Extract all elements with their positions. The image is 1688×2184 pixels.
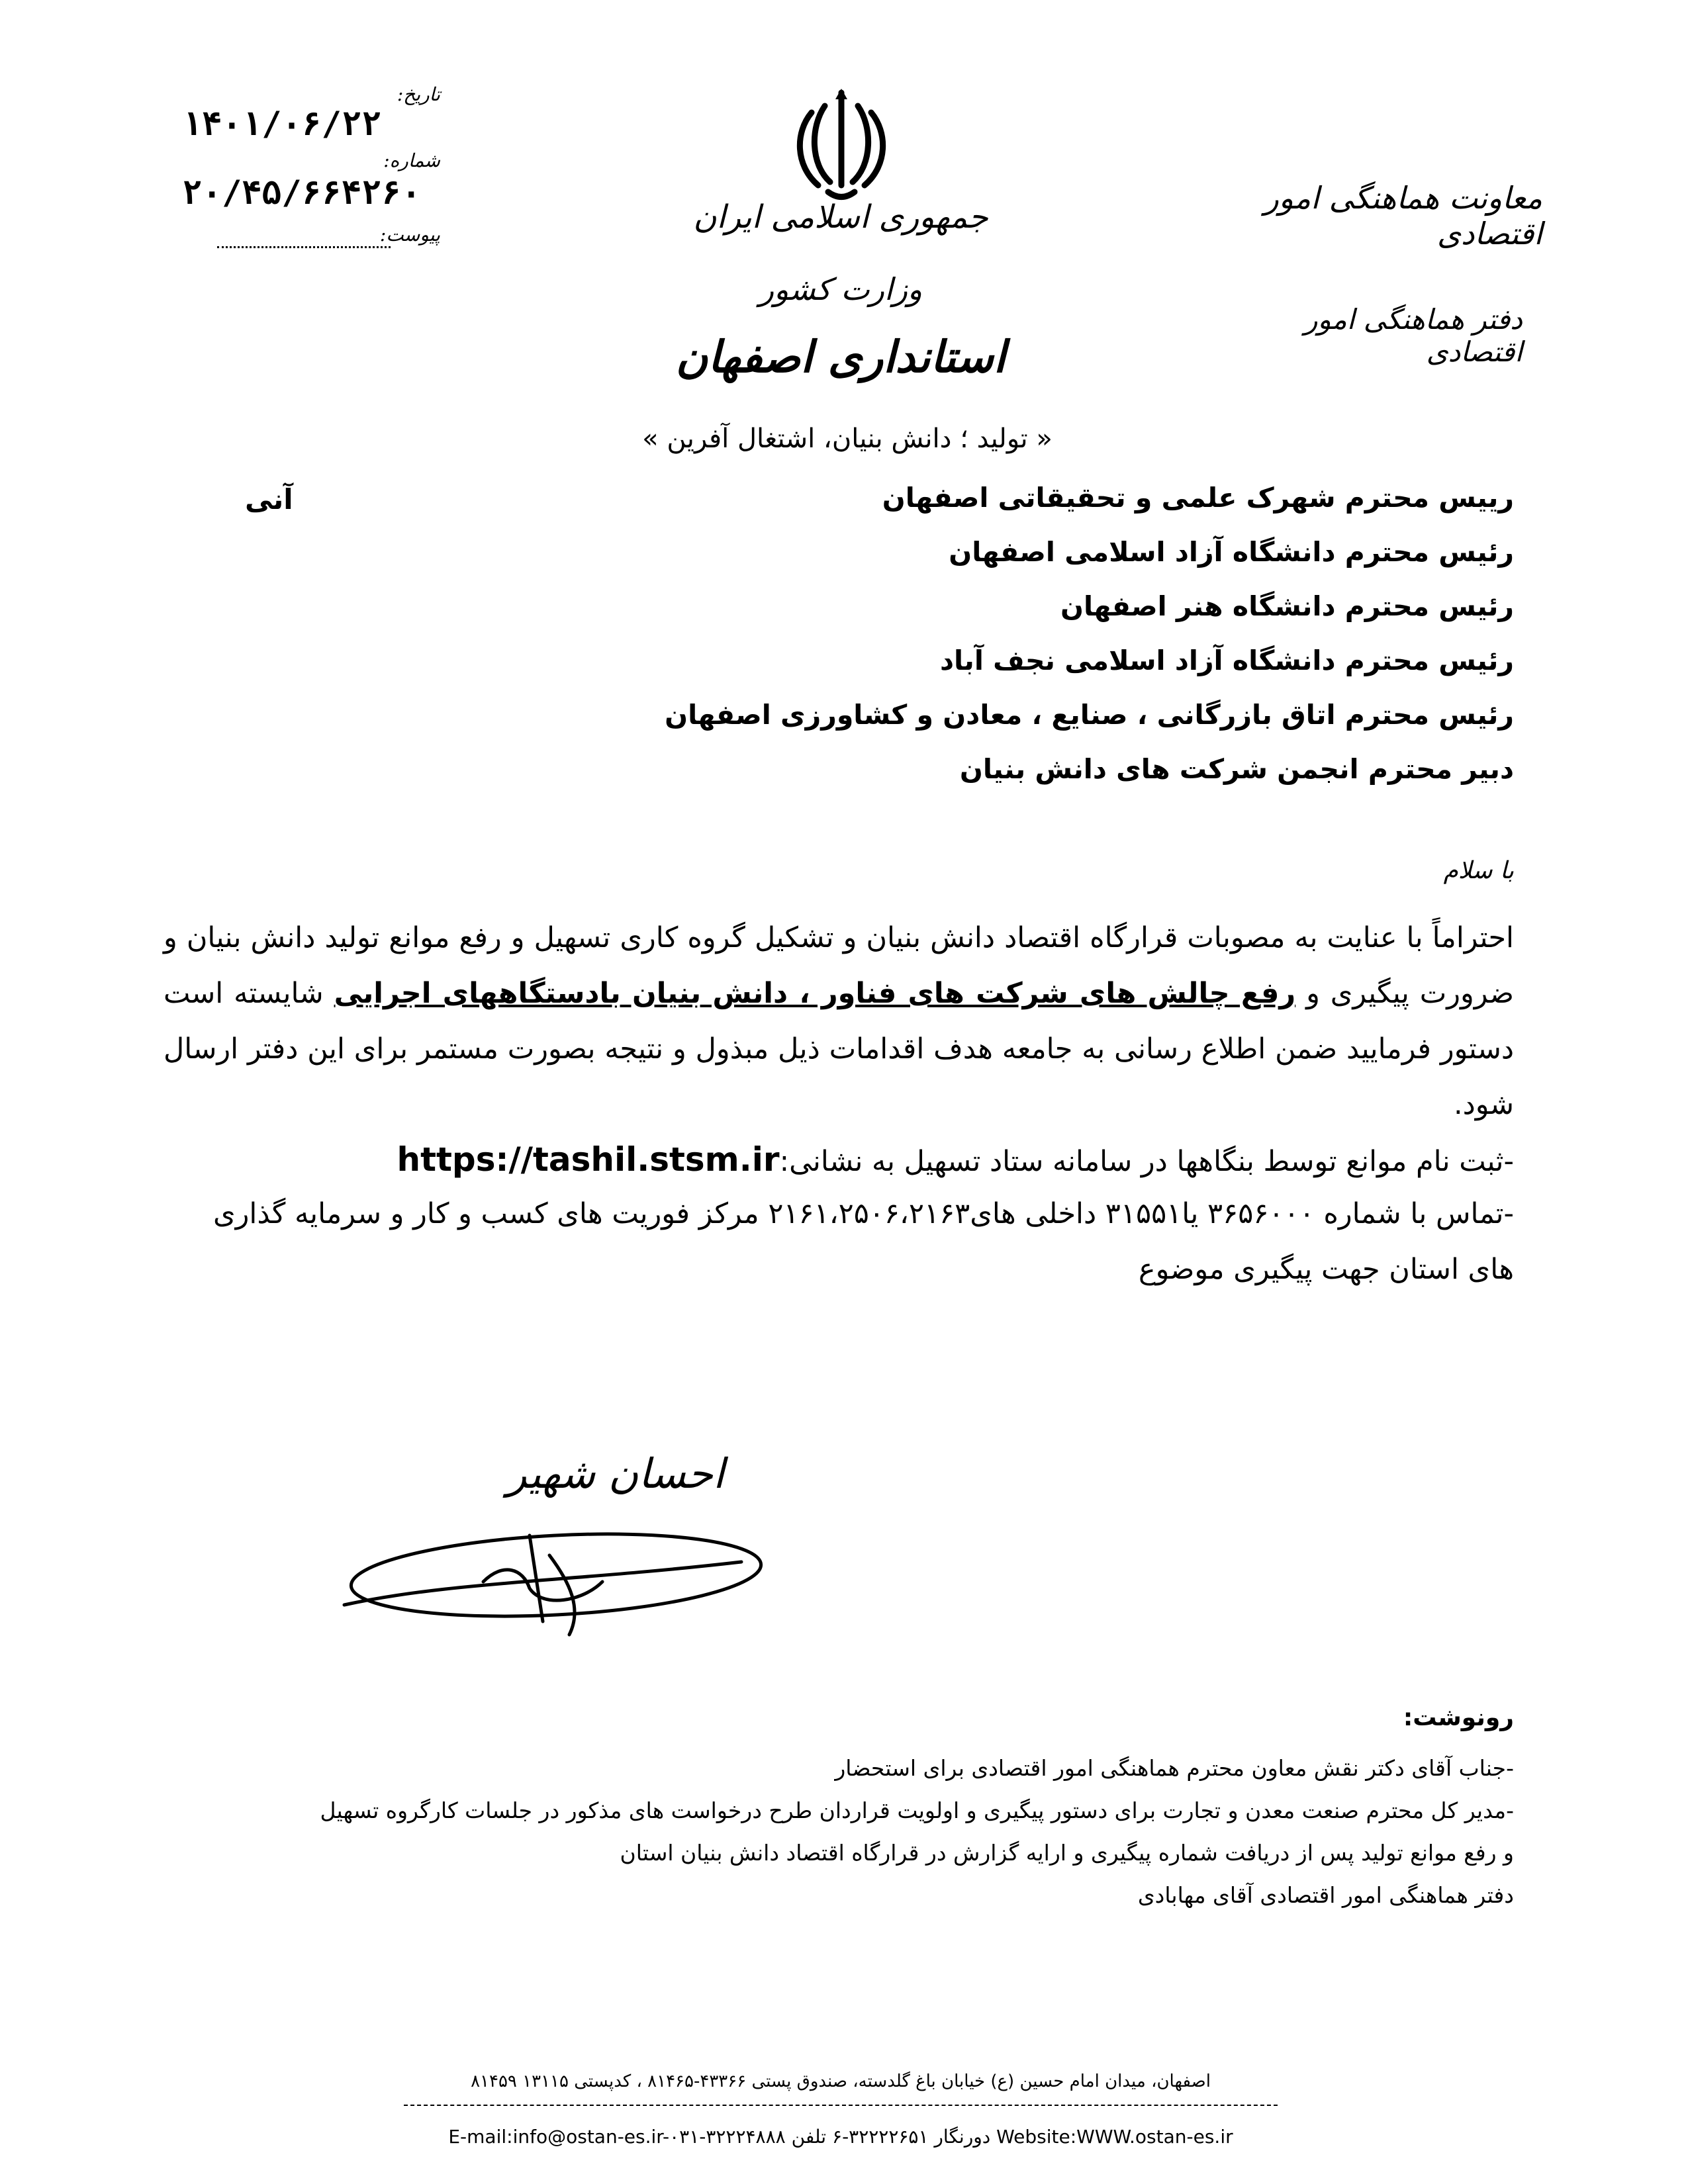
action-item-contact: -تماس با شماره ۳۶۵۶۰۰۰ یا۳۱۵۵۱ داخلی های۲۱۶۱،۲۵۰۶،۲۱۶۳ مرکز فوریت های کسب و کار و سرمایه گذاری های استان جهت پیگیری موضوع — [212, 1197, 1514, 1286]
attachment-label: پیوست: — [379, 224, 440, 246]
cc-item: دفتر هماهنگی امور اقتصادی آقای مهابادی — [1137, 1882, 1514, 1908]
cc-item: -جناب آقای دکتر نقش معاون محترم هماهنگی امور اقتصادی برای استحضار — [835, 1755, 1514, 1781]
cc-title: رونوشت: — [1403, 1704, 1514, 1731]
recipient: رئیس محترم دانشگاه آزاد اسلامی اصفهان — [949, 536, 1514, 568]
department-title: معاونت هماهنگی امور اقتصادی — [1264, 180, 1542, 251]
footer-contact: E-mail:info@ostan-es.ir-۰۳۱-۳۲۲۲۴۸۸۸ دورنگار ۳۲۲۲۲۶۵۱-۶ تلفن Website:WWW.ostan-es.ir — [448, 2126, 1233, 2148]
province-name: استانداری اصفهان — [675, 331, 1006, 383]
body-emphasis: رفع چالش های شرکت های فناور ، دانش بنیان بادستگاههای اجرایی — [334, 977, 1296, 1010]
ministry-name: وزارت کشور — [759, 271, 923, 307]
recipient: دبیر محترم انجمن شرکت های دانش بنیان — [959, 753, 1514, 785]
body-paragraph — [164, 910, 1514, 1132]
date-value: ۱۴۰۱/۰۶/۲۲ — [182, 105, 382, 143]
body-text: شایسته است دستور فرمایید ضمن اطلاع رسانی به جامعه هدف اقدامات ذیل مبذول و نتیجه بصورت مستمر برای این دفتر ارسال شود. — [164, 977, 1514, 1121]
body-text: احتراماً با عنایت به مصوبات قرارگاه اقتصاد دانش بنیان و تشکیل گروه کاری تسهیل و رفع موانع تولید دانش بنیان و ضرورت پیگیری و — [164, 921, 1515, 1010]
number-value: ۲۰/۴۵/۶۶۴۲۶۰ — [182, 173, 422, 212]
cc-item: و رفع موانع تولید پس از دریافت شماره پیگیری و ارایه گزارش در قرارگاه اقتصاد دانش بنیان استان — [620, 1840, 1514, 1866]
recipient: رئیس محترم دانشگاه هنر اصفهان — [1060, 590, 1514, 622]
footer-divider — [404, 2105, 1278, 2106]
slogan: « تولید ؛ دانش بنیان، اشتغال آفرین » — [642, 424, 1053, 454]
recipient: رییس محترم شهرک علمی و تحقیقاتی اصفهان — [882, 482, 1514, 514]
recipient: رئیس محترم اتاق بازرگانی ، صنایع ، معادن و کشاورزی اصفهان — [665, 699, 1514, 731]
iran-emblem-icon — [792, 86, 891, 205]
date-label: تاریخ: — [397, 83, 440, 105]
signature-icon — [331, 1482, 794, 1694]
signer-name: احسان شهیر — [506, 1449, 725, 1498]
attachment-dotted-line — [217, 246, 391, 248]
recipient: رئیس محترم دانشگاه آزاد اسلامی نجف آباد — [940, 645, 1514, 676]
number-label: شماره: — [383, 150, 440, 171]
footer-address: اصفهان، میدان امام حسین (ع) خیابان باغ گلدسته، صندوق پستی ۴۳۳۶۶-۸۱۴۶۵ ، کدپستی ۱۳۱۱۵ ۸۱۴۵۹ — [471, 2071, 1211, 2091]
action-item-register — [164, 1132, 1514, 1189]
urgency-marker: آنی — [245, 483, 293, 516]
country-name: جمهوری اسلامی ایران — [693, 199, 988, 236]
cc-item: -مدیر کل محترم صنعت معدن و تجارت برای دستور پیگیری و اولویت قراردان طرح درخواست های مذکور در جلسات کارگروه تسهیل — [320, 1797, 1514, 1823]
tashil-url-link[interactable]: https://tashil.stsm.ir — [397, 1140, 780, 1179]
office-title: دفتر هماهنگی امور اقتصادی — [1304, 303, 1523, 368]
greeting: با سلام — [1443, 857, 1514, 884]
action-item-text: -ثبت نام موانع توسط بنگاهها در سامانه ستاد تسهیل به نشانی: — [779, 1145, 1514, 1178]
